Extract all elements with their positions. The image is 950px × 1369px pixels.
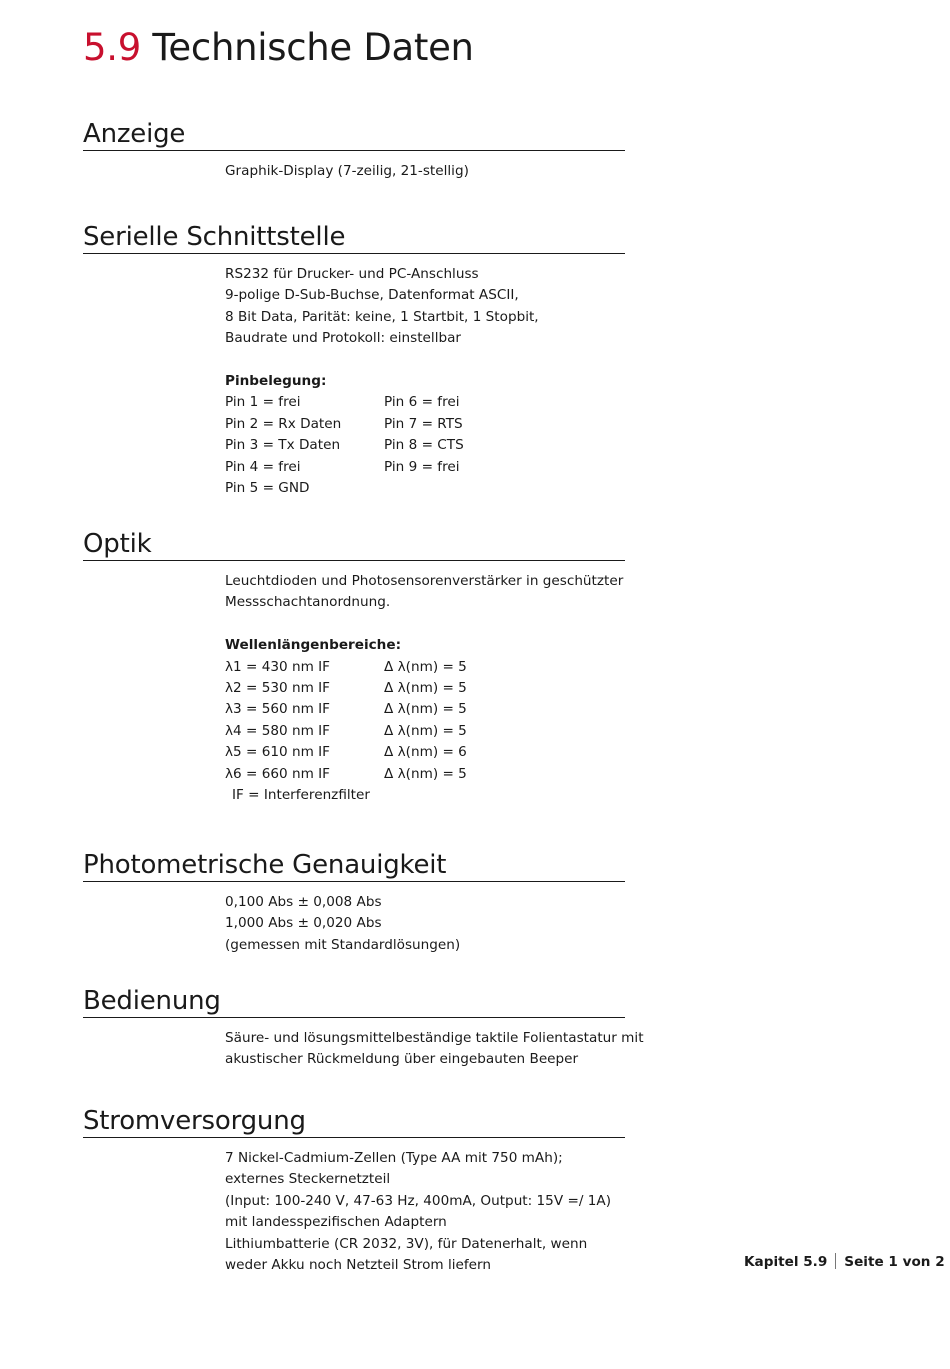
pin-left: Pin 3 = Tx Daten: [225, 437, 341, 454]
text-line: Leuchtdioden und Photosensorenverstärker in geschützter: [225, 573, 624, 589]
text-line: Säure- und lösungsmittelbeständige taktile Folientastatur mit: [225, 1030, 644, 1046]
text-line: 7 Nickel-Cadmium-Zellen (Type AA mit 750 mAh);: [225, 1150, 563, 1166]
text-line: 1,000 Abs ± 0,020 Abs: [225, 915, 382, 932]
text-line: (gemessen mit Standardlösungen): [225, 936, 461, 953]
wavelength-value: λ2 = 530 nm IF: [225, 679, 330, 696]
text-line: mit landesspezifischen Adaptern: [225, 1214, 447, 1231]
section-heading-optik: Optik: [83, 530, 625, 561]
wavelength-delta: Δ λ(nm) = 5: [384, 658, 467, 675]
pin-row: [225, 414, 645, 435]
wavelength-delta: Δ λ(nm) = 5: [384, 722, 467, 739]
wavelength-delta: Δ λ(nm) = 6: [384, 744, 467, 761]
wavelength-delta: Δ λ(nm) = 5: [384, 701, 467, 718]
pin-row: [225, 435, 645, 456]
text-line: Graphik-Display (7-zeilig, 21-stellig): [225, 163, 469, 179]
section-body-strom: [225, 1148, 645, 1276]
wavelength-value: λ6 = 660 nm IF: [225, 765, 330, 782]
section-body-anzeige: [225, 161, 645, 182]
pin-right: Pin 7 = RTS: [384, 415, 463, 432]
pin-left: Pin 2 = Rx Daten: [225, 415, 342, 432]
wavelength-row: [225, 764, 645, 785]
wavelength-value: λ5 = 610 nm IF: [225, 744, 330, 761]
filter-note: IF = Interferenzfilter: [232, 786, 370, 803]
wavelength-row: [225, 742, 645, 763]
section-body-photometrie: [225, 892, 645, 956]
page-title-text: Technische Daten: [152, 26, 474, 69]
wavelength-row: [225, 721, 645, 742]
text-line: weder Akku noch Netzteil Strom liefern: [225, 1256, 492, 1273]
wavelength-label: Wellenlängenbereiche:: [225, 637, 402, 654]
page-footer: [744, 1253, 945, 1270]
text-line: akustischer Rückmeldung über eingebauten Beeper: [225, 1051, 579, 1068]
footer-separator: [835, 1253, 836, 1269]
footer-chapter: Kapitel 5.9: [744, 1254, 828, 1270]
page-title: [83, 26, 474, 70]
wavelength-delta: Δ λ(nm) = 5: [384, 679, 467, 696]
pin-left: Pin 4 = frei: [225, 458, 301, 475]
pin-row: [225, 392, 645, 413]
section-body-optik: [225, 571, 645, 806]
section-heading-photometrie: Photometrische Genauigkeit: [83, 851, 625, 882]
wavelength-value: λ1 = 430 nm IF: [225, 658, 330, 675]
wavelength-delta: Δ λ(nm) = 5: [384, 765, 467, 782]
section-body-bedienung: [225, 1028, 645, 1071]
section-heading-seriell: Serielle Schnittstelle: [83, 223, 625, 254]
text-line: 0,100 Abs ± 0,008 Abs: [225, 894, 382, 910]
pin-right: Pin 6 = frei: [384, 394, 460, 411]
text-line: Baudrate und Protokoll: einstellbar: [225, 330, 462, 347]
wavelength-row: [225, 657, 645, 678]
pin-right: Pin 8 = CTS: [384, 437, 464, 454]
text-line: Lithiumbatterie (CR 2032, 3V), für Datenerhalt, wenn: [225, 1235, 588, 1252]
wavelength-value: λ4 = 580 nm IF: [225, 722, 330, 739]
section-body-seriell: [225, 264, 645, 499]
wavelength-row: [225, 699, 645, 720]
text-line: (Input: 100-240 V, 47-63 Hz, 400mA, Output: 15V =/ 1A): [225, 1192, 611, 1209]
text-line: Messschachtanordnung.: [225, 594, 391, 611]
wavelength-row: [225, 678, 645, 699]
pin-left: Pin 1 = frei: [225, 394, 301, 411]
section-heading-strom: Stromversorgung: [83, 1107, 625, 1138]
pin-row: [225, 457, 645, 478]
wavelength-value: λ3 = 560 nm IF: [225, 701, 330, 718]
section-heading-bedienung: Bedienung: [83, 987, 625, 1018]
section-heading-anzeige: Anzeige: [83, 120, 625, 151]
chapter-number: 5.9: [83, 26, 141, 69]
pin-row: [225, 478, 645, 499]
text-line: 9-polige D-Sub-Buchse, Datenformat ASCII,: [225, 287, 519, 304]
pin-right: Pin 9 = frei: [384, 458, 460, 475]
text-line: 8 Bit Data, Parität: keine, 1 Startbit, 1 Stopbit,: [225, 308, 539, 325]
text-line: externes Steckernetzteil: [225, 1171, 391, 1188]
text-line: RS232 für Drucker- und PC-Anschluss: [225, 266, 479, 282]
footer-page: Seite 1 von 2: [844, 1254, 945, 1270]
pin-left: Pin 5 = GND: [225, 479, 310, 496]
pin-label: Pinbelegung:: [225, 372, 327, 389]
